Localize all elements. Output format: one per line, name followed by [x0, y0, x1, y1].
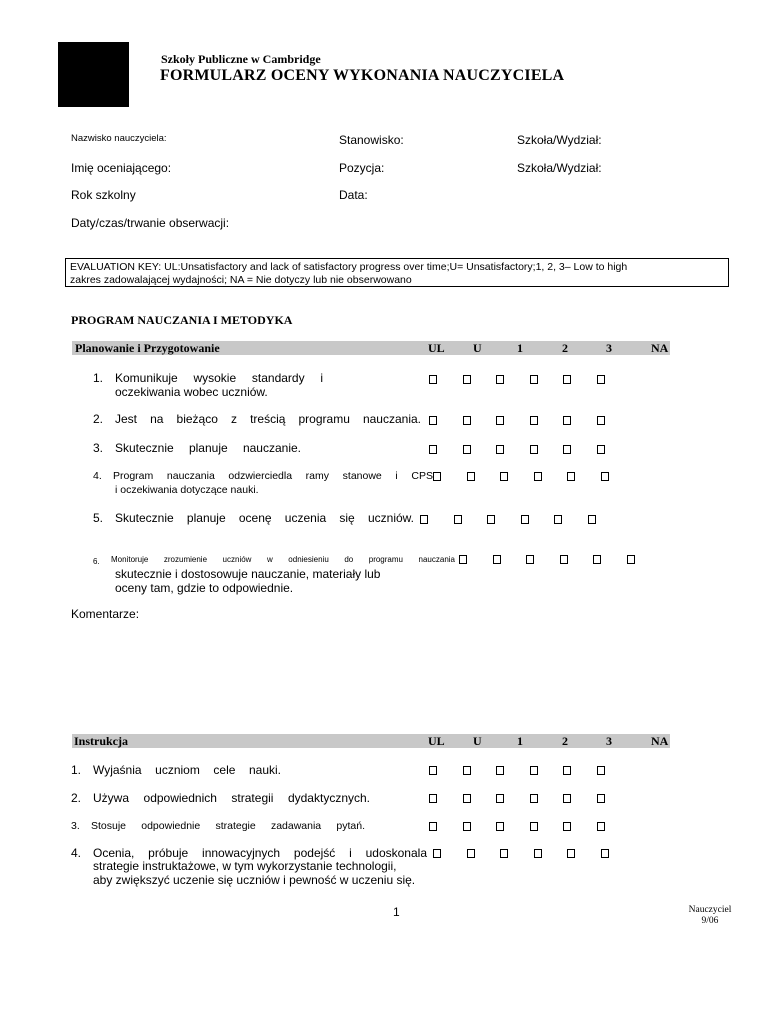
- planning-header-bar: [72, 341, 670, 355]
- rating-header-3: 3: [606, 341, 612, 355]
- item-number: 1.: [71, 763, 82, 777]
- checkbox-i3-2[interactable]: [530, 822, 538, 831]
- checkbox-p6-2[interactable]: [560, 555, 568, 564]
- checkbox-i2-3[interactable]: [563, 794, 571, 803]
- planning-item-4: [93, 469, 433, 496]
- checkbox-p2-u[interactable]: [463, 416, 471, 425]
- checkbox-p4-u[interactable]: [467, 472, 475, 481]
- checkbox-i4-3[interactable]: [567, 849, 575, 858]
- rating-header-1: 1: [517, 341, 523, 355]
- item-text-line2: oczekiwania wobec uczniów.: [115, 385, 268, 399]
- checkbox-p4-na[interactable]: [601, 472, 609, 481]
- checkbox-p3-ul[interactable]: [429, 445, 437, 454]
- planning-item-3: [93, 441, 301, 455]
- checkbox-i4-ul[interactable]: [433, 849, 441, 858]
- checkbox-p6-3[interactable]: [593, 555, 601, 564]
- position-label: Stanowisko:: [339, 133, 404, 147]
- planning-item-2: [93, 412, 421, 426]
- instruction-item-4: [71, 846, 427, 887]
- school-dept-label: Szkoła/Wydział:: [517, 133, 602, 147]
- planning-item-5: [93, 511, 414, 525]
- rating-header-u: U: [473, 341, 482, 355]
- checkbox-i1-na[interactable]: [597, 766, 605, 775]
- rating-header-na: NA: [651, 734, 669, 748]
- page-title: FORMULARZ OCENY WYKONANIA NAUCZYCIELA: [160, 67, 565, 84]
- item-text: Skutecznie planuje nauczanie.: [115, 441, 301, 455]
- school-name: Szkoły Publiczne w Cambridge: [161, 52, 321, 66]
- checkbox-p5-2[interactable]: [521, 515, 529, 524]
- rating-header-ul: UL: [428, 734, 445, 748]
- school-dept2-label: Szkoła/Wydział:: [517, 161, 602, 175]
- checkbox-i2-2[interactable]: [530, 794, 538, 803]
- checkbox-p3-u[interactable]: [463, 445, 471, 454]
- item-text: Używa odpowiednich strategii dydaktycznych.: [93, 791, 370, 805]
- item-text: Komunikuje wysokie standardy i: [115, 371, 323, 385]
- rating-header-na: NA: [651, 341, 669, 355]
- checkbox-p4-2[interactable]: [534, 472, 542, 481]
- evaluation-key-line1: EVALUATION KEY: UL:Unsatisfactory and lack of satisfactory progress over time;U= Unsatisfactory;1, 2, 3– Low to high: [70, 261, 628, 273]
- item-number: 4.: [93, 470, 102, 482]
- rating-header-ul: UL: [428, 341, 445, 355]
- checkbox-i4-u[interactable]: [467, 849, 475, 858]
- checkbox-p2-1[interactable]: [496, 416, 504, 425]
- checkbox-p6-ul[interactable]: [459, 555, 467, 564]
- checkbox-i1-ul[interactable]: [429, 766, 437, 775]
- item-text-line2: strategie instruktażowe, w tym wykorzystanie technologii,: [93, 859, 397, 873]
- item-text-line3: oceny tam, gdzie to odpowiednie.: [115, 581, 294, 595]
- evaluation-key-line2: zakres zadowalającej wydajności; NA = Nie dotyczy lub nie obserwowano: [70, 274, 412, 286]
- checkbox-i2-1[interactable]: [496, 794, 504, 803]
- position2-label: Pozycja:: [339, 161, 385, 175]
- checkbox-i2-u[interactable]: [463, 794, 471, 803]
- checkbox-i4-1[interactable]: [500, 849, 508, 858]
- checkbox-i3-u[interactable]: [463, 822, 471, 831]
- rating-header-2: 2: [562, 341, 568, 355]
- planning-item-1: [93, 371, 423, 399]
- checkbox-i1-3[interactable]: [563, 766, 571, 775]
- section-title: PROGRAM NAUCZANIA I METODYKA: [71, 313, 293, 327]
- checkbox-p4-ul[interactable]: [433, 472, 441, 481]
- checkbox-i2-ul[interactable]: [429, 794, 437, 803]
- checkbox-p1-u[interactable]: [463, 375, 471, 384]
- checkbox-p4-3[interactable]: [567, 472, 575, 481]
- checkbox-p5-3[interactable]: [554, 515, 562, 524]
- instruction-header-bar: [72, 734, 670, 748]
- checkbox-p6-1[interactable]: [526, 555, 534, 564]
- checkbox-i3-1[interactable]: [496, 822, 504, 831]
- checkbox-p1-2[interactable]: [530, 375, 538, 384]
- evaluator-label: Imię oceniającego:: [71, 161, 172, 175]
- page-number: 1: [393, 905, 400, 919]
- item-text: Jest na bieżąco z treścią programu nauczania.: [115, 412, 421, 426]
- checkbox-i2-na[interactable]: [597, 794, 605, 803]
- checkbox-p2-3[interactable]: [563, 416, 571, 425]
- checkbox-p3-na[interactable]: [597, 445, 605, 454]
- checkbox-p5-u[interactable]: [454, 515, 462, 524]
- checkbox-p2-ul[interactable]: [429, 416, 437, 425]
- checkbox-p1-ul[interactable]: [429, 375, 437, 384]
- checkbox-i4-2[interactable]: [534, 849, 542, 858]
- checkbox-p4-1[interactable]: [500, 472, 508, 481]
- item-number: 1.: [93, 371, 104, 385]
- checkbox-p3-2[interactable]: [530, 445, 538, 454]
- checkbox-p2-2[interactable]: [530, 416, 538, 425]
- school-year-label: Rok szkolny: [71, 188, 136, 202]
- item-number: 2.: [71, 791, 82, 805]
- date-label: Data:: [339, 188, 368, 202]
- checkbox-p5-ul[interactable]: [420, 515, 428, 524]
- checkbox-i4-na[interactable]: [601, 849, 609, 858]
- item-text: Wyjaśnia uczniom cele nauki.: [93, 763, 281, 777]
- item-number: 6.: [93, 557, 100, 566]
- item-number: 5.: [93, 511, 104, 525]
- rating-header-u: U: [473, 734, 482, 748]
- footer-label: [672, 905, 748, 927]
- item-text-line2: skutecznie i dostosowuje nauczanie, materiały lub: [115, 567, 381, 581]
- item-number: 3.: [71, 820, 80, 832]
- rating-header-2: 2: [562, 734, 568, 748]
- planning-title: Planowanie i Przygotowanie: [75, 341, 220, 355]
- item-text: Stosuje odpowiednie strategie zadawania pytań.: [91, 820, 365, 832]
- item-number: 3.: [93, 441, 104, 455]
- checkbox-i1-u[interactable]: [463, 766, 471, 775]
- instruction-item-3: [71, 819, 365, 833]
- item-number: 2.: [93, 412, 104, 426]
- checkbox-p3-1[interactable]: [496, 445, 504, 454]
- item-text: Skutecznie planuje ocenę uczenia się uczniów.: [115, 511, 414, 525]
- instruction-item-1: [71, 763, 281, 777]
- item-text: Monitoruje zrozumienie uczniów w odniesieniu do programu nauczania: [111, 555, 455, 564]
- teacher-name-label: Nazwisko nauczyciela:: [71, 133, 167, 144]
- checkbox-p3-3[interactable]: [563, 445, 571, 454]
- instruction-item-2: [71, 791, 370, 805]
- footer-doc-name: Nauczyciel: [688, 905, 732, 915]
- checkbox-p6-na[interactable]: [627, 555, 635, 564]
- checkbox-i1-2[interactable]: [530, 766, 538, 775]
- checkbox-p2-na[interactable]: [597, 416, 605, 425]
- checkbox-p6-u[interactable]: [493, 555, 501, 564]
- item-number: 4.: [71, 846, 82, 860]
- planning-item-6: [93, 553, 455, 595]
- rating-header-3: 3: [606, 734, 612, 748]
- checkbox-p5-1[interactable]: [487, 515, 495, 524]
- checkbox-i1-1[interactable]: [496, 766, 504, 775]
- item-text-line2: i oczekiwania dotyczące nauki.: [115, 484, 259, 496]
- instruction-title: Instrukcja: [74, 734, 129, 748]
- item-text-line3: aby zwiększyć uczenie się uczniów i pewność w uczeniu się.: [93, 873, 416, 887]
- checkbox-p5-na[interactable]: [588, 515, 596, 524]
- checkbox-i3-3[interactable]: [563, 822, 571, 831]
- checkbox-p1-na[interactable]: [597, 375, 605, 384]
- evaluation-key: [65, 258, 729, 287]
- comments-label: Komentarze:: [71, 607, 140, 621]
- checkbox-p1-1[interactable]: [496, 375, 504, 384]
- item-text: Program nauczania odzwierciedla ramy stanowe i CPS: [113, 470, 433, 482]
- checkbox-p1-3[interactable]: [563, 375, 571, 384]
- school-logo: [58, 42, 129, 107]
- item-text: Ocenia, próbuje innowacyjnych podejść i udoskonala: [93, 846, 427, 860]
- observation-label: Daty/czas/trwanie obserwacji:: [71, 216, 230, 230]
- rating-header-1: 1: [517, 734, 523, 748]
- checkbox-i3-ul[interactable]: [429, 822, 437, 831]
- footer-version: 9/06: [701, 916, 719, 926]
- checkbox-i3-na[interactable]: [597, 822, 605, 831]
